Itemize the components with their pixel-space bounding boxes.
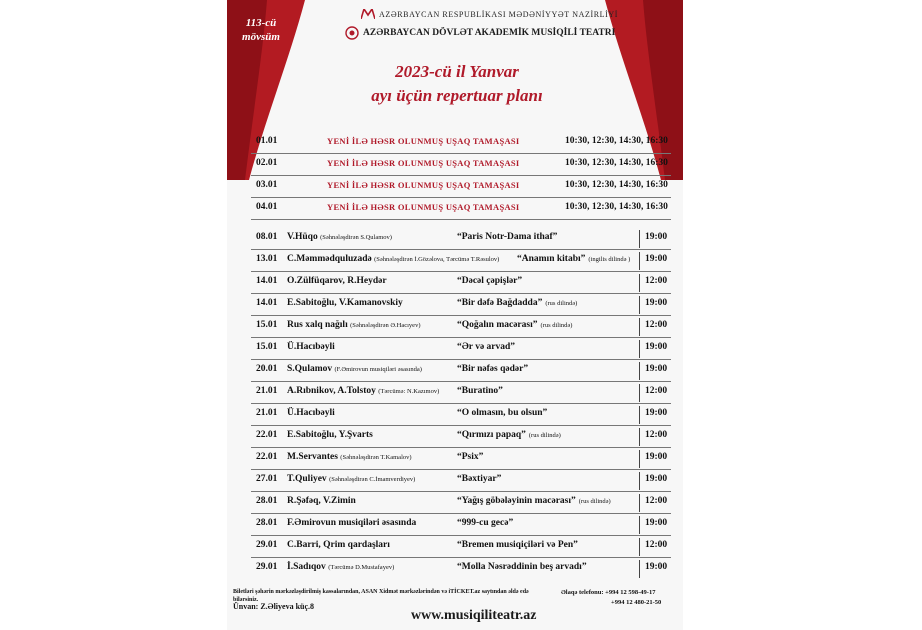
row-separator — [639, 406, 640, 424]
show-row — [227, 250, 683, 272]
row-date: 15.01 — [256, 320, 278, 330]
row-separator — [639, 516, 640, 534]
row-time: 12:00 — [645, 276, 668, 286]
tickets-info: Biletləri şəhərin mərkəzləşdirilmiş kassalarından, ASAN Xidmət mərkəzlərindən və iTİCKET.az saytından əldə edə bilərsiniz. — [233, 589, 529, 603]
row-separator — [639, 296, 640, 314]
page-subtitle: ayı üçün repertuar planı — [371, 86, 543, 105]
kids-row — [227, 198, 683, 220]
row-author: C.Barri, Qrim qardaşları — [287, 540, 390, 550]
row-play: “Paris Notr-Dama ithaf” — [457, 232, 558, 242]
season-label: 113-cü mövsüm — [242, 17, 280, 43]
phone-label: Əlaqə telefonu: — [561, 589, 604, 596]
row-time: 12:00 — [645, 386, 668, 396]
row-separator — [639, 560, 640, 578]
show-row — [227, 272, 683, 294]
row-date: 21.01 — [256, 408, 278, 418]
kids-row — [227, 176, 683, 198]
show-row — [227, 228, 683, 250]
row-author: R.Şəfəq, V.Zimin — [287, 496, 356, 506]
row-author: Ü.Hacıbəyli — [287, 342, 335, 352]
row-author: F.Əmirovun musiqiləri əsasında — [287, 518, 417, 528]
row-title: YENİ İLƏ HƏSR OLUNMUŞ UŞAQ TAMAŞASI — [327, 180, 520, 190]
row-play: “Anamın kitabı” (ingilis dilində ) — [517, 254, 631, 264]
address: Ünvan: Z.Əliyeva küç.8 — [233, 602, 315, 611]
phone-2: +994 12 480-21-50 — [611, 599, 662, 606]
row-separator — [639, 362, 640, 380]
row-times: 10:30, 12:30, 14:30, 16:30 — [565, 180, 668, 190]
row-date: 29.01 — [256, 562, 278, 572]
theatre-logo-icon — [345, 26, 359, 40]
row-author: M.Servantes (Səhnələşdirən T.Kamalov) — [287, 452, 412, 462]
row-separator — [639, 538, 640, 556]
row-time: 19:00 — [645, 232, 668, 242]
row-play: “Qırmızı papaq” (rus dilində) — [457, 430, 561, 440]
row-play: “O olmasın, bu olsun” — [457, 408, 548, 418]
row-time: 19:00 — [645, 518, 668, 528]
kids-row — [227, 154, 683, 176]
show-row — [227, 404, 683, 426]
row-author: E.Sabitoğlu, V.Kamanovskiy — [287, 298, 403, 308]
row-time: 19:00 — [645, 408, 668, 418]
row-author: Ü.Hacıbəyli — [287, 408, 335, 418]
row-date: 27.01 — [256, 474, 278, 484]
row-author: S.Qulamov (F.Əmirovun musiqiləri əsasında) — [287, 364, 422, 374]
row-separator — [639, 274, 640, 292]
row-date: 15.01 — [256, 342, 278, 352]
show-row — [227, 316, 683, 338]
row-play: “Bremen musiqiçiləri və Pen” — [457, 540, 578, 550]
row-separator — [639, 230, 640, 248]
row-times: 10:30, 12:30, 14:30, 16:30 — [565, 158, 668, 168]
row-date: 28.01 — [256, 496, 278, 506]
row-play: “Bir dəfə Bağdadda” (rus dilində) — [457, 298, 578, 308]
website-link[interactable]: www.musiqiliteatr.az — [411, 608, 537, 623]
row-author: E.Sabitoğlu, Y.Şvarts — [287, 430, 373, 440]
row-date: 04.01 — [256, 202, 278, 212]
row-separator — [639, 450, 640, 468]
show-row — [227, 514, 683, 536]
row-date: 03.01 — [256, 180, 278, 190]
contact-phones — [561, 588, 681, 608]
show-row — [227, 558, 683, 580]
phone-1: +994 12 598-49-17 — [605, 589, 656, 596]
row-date: 14.01 — [256, 298, 278, 308]
row-author: A.Rıbnikov, A.Tolstoy (Tərcümə: N.Kazımov) — [287, 386, 440, 396]
row-author: O.Zülfüqarov, R.Heydər — [287, 276, 387, 286]
row-separator — [639, 472, 640, 490]
ministry-logo-icon — [361, 9, 375, 19]
row-author: Rus xalq nağılı (Səhnələşdirən Ə.Hacıyev) — [287, 320, 421, 330]
show-row — [227, 294, 683, 316]
row-separator — [639, 252, 640, 270]
page-title: 2023-cü il Yanvar — [395, 62, 519, 81]
kids-row — [227, 132, 683, 154]
row-time: 19:00 — [645, 254, 668, 264]
row-time: 19:00 — [645, 342, 668, 352]
show-row — [227, 536, 683, 558]
repertoire-poster — [227, 0, 683, 630]
row-title: YENİ İLƏ HƏSR OLUNMUŞ UŞAQ TAMAŞASI — [327, 202, 520, 212]
row-play: “Ər və arvad” — [457, 342, 516, 352]
row-date: 13.01 — [256, 254, 278, 264]
row-time: 19:00 — [645, 452, 668, 462]
row-play: “Bir nəfəs qədər” — [457, 364, 529, 374]
row-play: “Yağış göbələyinin macərası” (rus dilində) — [457, 496, 611, 506]
show-row — [227, 448, 683, 470]
theatre-name: AZƏRBAYCAN DÖVLƏT AKADEMİK MUSİQİLİ TEATRI — [363, 28, 616, 38]
row-separator — [639, 384, 640, 402]
row-date: 21.01 — [256, 386, 278, 396]
row-time: 12:00 — [645, 430, 668, 440]
row-title: YENİ İLƏ HƏSR OLUNMUŞ UŞAQ TAMAŞASI — [327, 158, 520, 168]
row-time: 19:00 — [645, 474, 668, 484]
row-title: YENİ İLƏ HƏSR OLUNMUŞ UŞAQ TAMAŞASI — [327, 136, 520, 146]
show-row — [227, 338, 683, 360]
row-date: 22.01 — [256, 452, 278, 462]
row-time: 12:00 — [645, 320, 668, 330]
row-play: “999-cu gecə” — [457, 518, 514, 528]
row-times: 10:30, 12:30, 14:30, 16:30 — [565, 202, 668, 212]
row-date: 28.01 — [256, 518, 278, 528]
row-play: “Molla Nəsrəddinin beş arvadı” — [457, 562, 587, 572]
row-author: İ.Sadıqov (Tərcümə D.Mustafayev) — [287, 562, 395, 572]
row-time: 19:00 — [645, 298, 668, 308]
row-play: “Psix” — [457, 452, 484, 462]
ministry-name: AZƏRBAYCAN RESPUBLİKASI MƏDƏNİYYƏT NAZİRLİYİ — [379, 10, 619, 19]
row-date: 22.01 — [256, 430, 278, 440]
row-time: 12:00 — [645, 496, 668, 506]
row-time: 19:00 — [645, 562, 668, 572]
row-date: 20.01 — [256, 364, 278, 374]
row-author: T.Quliyev (Səhnələşdirən C.İmamverdiyev) — [287, 474, 416, 484]
show-row — [227, 426, 683, 448]
show-row — [227, 470, 683, 492]
row-date: 08.01 — [256, 232, 278, 242]
row-divider — [251, 219, 671, 220]
show-row — [227, 382, 683, 404]
row-play: “Qoğalın macərası” (rus dilində) — [457, 320, 573, 330]
row-play: “Dəcəl çəpişlər” — [457, 276, 523, 286]
row-author: C.Məmmədquluzadə (Səhnələşdirən İ.Gözəlova, Tərcümə T.Rəsulov) — [287, 254, 500, 264]
row-play: “Bəxtiyar” — [457, 474, 502, 484]
row-play: “Buratino” — [457, 386, 503, 396]
row-separator — [639, 318, 640, 336]
row-date: 01.01 — [256, 136, 278, 146]
row-time: 19:00 — [645, 364, 668, 374]
show-row — [227, 360, 683, 382]
row-times: 10:30, 12:30, 14:30, 16:30 — [565, 136, 668, 146]
row-separator — [639, 428, 640, 446]
row-date: 02.01 — [256, 158, 278, 168]
row-separator — [639, 340, 640, 358]
row-date: 14.01 — [256, 276, 278, 286]
row-date: 29.01 — [256, 540, 278, 550]
row-author: V.Hüqo (Səhnələşdirən S.Qulamov) — [287, 232, 392, 242]
row-separator — [639, 494, 640, 512]
row-time: 12:00 — [645, 540, 668, 550]
show-row — [227, 492, 683, 514]
